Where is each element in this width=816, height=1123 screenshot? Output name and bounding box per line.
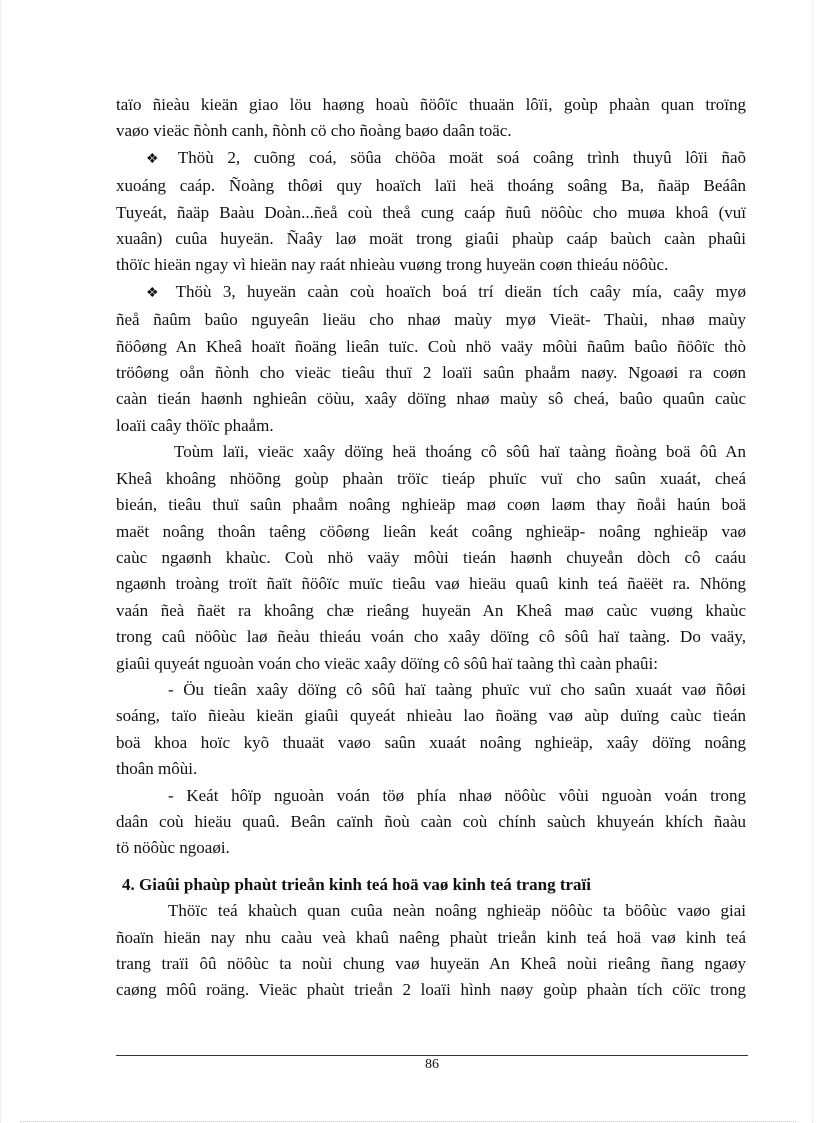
bullet-icon: ❖ <box>146 285 166 301</box>
paragraph-2 <box>116 145 746 279</box>
text-line: ñöôøng An Kheâ hoaït ñoäng lieân tuïc. Coù nhö vaäy môùi ñaûm baûo ñöôïc thò <box>116 336 746 356</box>
text-line: caàn tieán haønh nghieân cöùu, xaây döïng nhaø maùy sô cheá, baûo quaûn caùc <box>116 389 746 409</box>
page-number: 86 <box>425 1057 439 1072</box>
text-line: giaûi quyeát nguoàn voán cho vieäc xaây döïng cô sôû haï taàng thì caàn phaûi: <box>116 653 658 673</box>
bullet-icon: ❖ <box>146 151 168 167</box>
paragraph-7 <box>116 898 746 1004</box>
text-line: ngaønh troàng troït ñaït ñöôïc muïc tieâu vaø hieäu quaû kinh teá ñaëët ra. Nhöng <box>116 574 746 594</box>
paragraph-1 <box>116 92 746 145</box>
text-line: ñeå ñaûm baûo nguyeân lieäu cho nhaø maùy myø Vieät- Thaùi, nhaø maùy <box>116 310 746 330</box>
text-line: soáng, taïo ñieàu kieän giaûi quyeát nhieàu lao ñoäng vaø aùp duïng caùc tieán <box>116 706 746 726</box>
text-line: maët noâng thoân taêng cöôøng lieân keát coâng nghieäp- noâng nghieäp vaø <box>116 521 746 541</box>
text-line: taïo ñieàu kieän giao löu haøng hoaù ñöôïc thuaän lôïi, goùp phaàn quan troïng <box>116 95 746 114</box>
text-line: Kheâ khoâng nhöõng goùp phaàn tröïc tieáp phuïc vuï cho saûn xuaát, cheá <box>116 468 746 488</box>
text-line: - Keát hôïp nguoàn voán töø phía nhaø nöôùc vôùi nguoàn voán trong <box>168 785 746 805</box>
text-line: vaøo vieäc ñònh canh, ñònh cö cho ñoàng baøo daân toäc. <box>116 121 512 141</box>
text-line: ❖ Thöù 3, huyeän caàn coù hoaïch boá trí dieän tích caây mía, caây myø <box>146 281 746 301</box>
paragraph-3 <box>116 279 746 439</box>
text-line: trong caû nöôùc laø ñeàu thieáu voán cho xaây döïng cô sôû haï taàng. Do vaäy, <box>116 627 746 647</box>
text-line: caùc ngaønh khaùc. Coù nhö vaäy môùi tieán haønh chuyeån dòch cô caáu <box>116 547 746 567</box>
text-line: thoân môùi. <box>116 759 198 779</box>
paragraph-4 <box>116 439 746 677</box>
text-line: Tuyeát, ñaäp Baàu Doàn...ñeå coù theå cung caáp ñuû nöôùc cho muøa khoâ (vuï <box>116 202 746 222</box>
text-line: bieán, tieâu thuï saûn phaåm noâng nghieäp maø coøn laøm thay ñoåi haún boä <box>116 495 746 515</box>
page-bottom-edge <box>20 1121 796 1122</box>
text-line: trang traïi ôû nöôùc ta noùi chung vaø huyeän An Kheâ noùi rieâng ñang ngaøy <box>116 954 746 973</box>
text-line: xuaân) cuûa huyeän. Ñaây laø moät trong giaûi phaùp caáp baùch caàn phaûi <box>116 229 746 249</box>
document-page <box>116 92 746 1004</box>
text-line: xuoáng caáp. Ñoàng thôøi quy hoaïch laïi heä thoáng soâng Ba, ñaäp Beáân <box>116 176 746 196</box>
text-line: - Öu tieân xaây döïng cô sôû haï taàng phuïc vuï cho saûn xuaát vaø ñôøi <box>168 679 746 699</box>
text-line: tröôøng oån ñònh cho vieäc tieâu thuï 2 loaïi saûn phaåm naøy. Ngoaøi ra coøn <box>116 363 746 383</box>
text-line: daân coù hieäu quaû. Beân caïnh ñoù caàn coù chính saùch khuyeán khích ñaàu <box>116 811 746 831</box>
paragraph-6 <box>116 783 746 862</box>
section-heading: 4. Giaûi phaùp phaùt trieån kinh teá hoä vaø kinh teá trang traïi <box>122 874 592 894</box>
footer-divider <box>116 1055 748 1056</box>
text-line: Toùm laïi, vieäc xaây döïng heä thoáng cô sôû haï taàng ñoàng boä ôû An <box>174 442 746 462</box>
text-line: vaán ñeà ñaët ra khoâng chæ rieâng huyeän An Kheâ maø caùc vuøng khaùc <box>116 600 746 620</box>
text-line: ❖ Thöù 2, cuõng coá, söûa chöõa moät soá coâng trình thuyû lôïi ñaõ <box>146 147 746 167</box>
text-line: loaïi caây thöïc phaåm. <box>116 415 274 435</box>
text-line: thöïc hieän ngay vì hieän nay raát nhieàu vuøng trong huyeän coøn thieáu nöôùc. <box>116 255 669 275</box>
text-line: Thöïc teá khaùch quan cuûa neàn noâng nghieäp nöôùc ta böôùc vaøo giai <box>168 901 746 921</box>
paragraph-5 <box>116 677 746 783</box>
page-edge-right <box>812 0 813 1123</box>
page-edge-left <box>0 0 1 1123</box>
text-line: tö nöôùc ngoaøi. <box>116 838 230 858</box>
text-line: ñoaïn hieän nay nhu caàu veà khaû naêng phaùt trieån kinh teá hoä vaø kinh teá <box>116 927 746 947</box>
text-line: caøng môû roäng. Vieäc phaùt trieån 2 loaïi hình naøy goùp phaàn tích cöïc trong <box>116 980 746 1000</box>
text-line: boä khoa hoïc kyõ thuaät vaøo saûn xuaát noâng nghieäp, xaây döïng noâng <box>116 732 746 752</box>
